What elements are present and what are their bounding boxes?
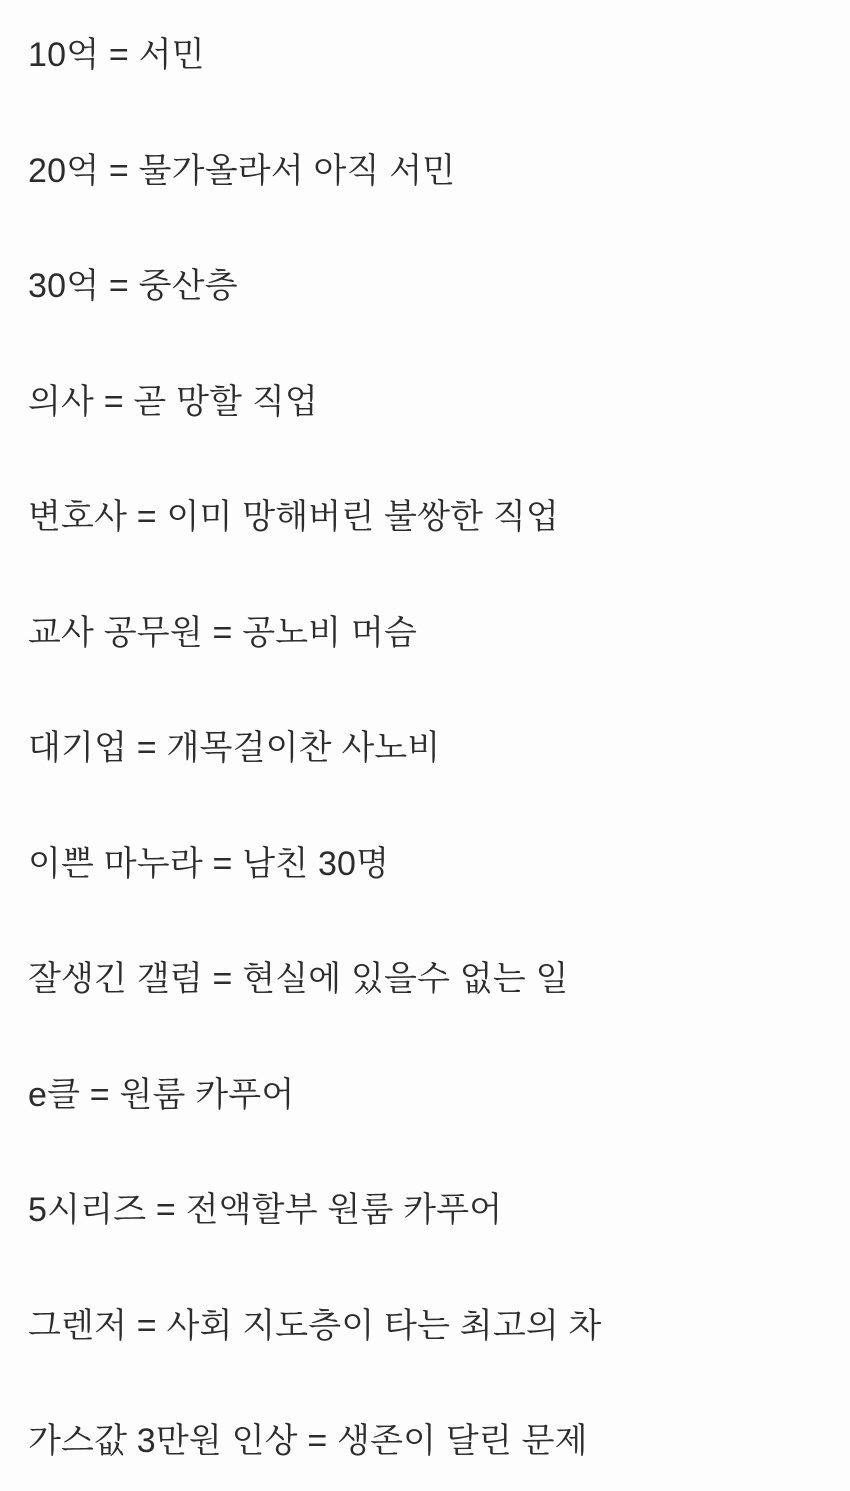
list-item: 30억 = 중산층: [28, 267, 238, 305]
list-item: 교사 공무원 = 공노비 머슴: [28, 613, 418, 652]
list-item: 대기업 = 개목걸이찬 사노비: [28, 729, 441, 767]
list-item: 5시리즈 = 전액할부 원룸 카푸어: [28, 1191, 503, 1229]
list-item: 잘생긴 갤럼 = 현실에 있을수 없는 일: [28, 960, 569, 998]
list-item: 이쁜 마누라 = 남친 30명: [28, 844, 390, 883]
list-item: 가스값 3만원 인상 = 생존이 달린 문제: [28, 1422, 588, 1460]
list-item: 의사 = 곧 망할 직업: [28, 382, 318, 421]
list-item: 변호사 = 이미 망해버린 불쌍한 직업: [28, 498, 559, 536]
list-item: 10억 = 서민: [28, 36, 205, 74]
list-item: 20억 = 물가올라서 아직 서민: [28, 151, 456, 190]
list-item: e클 = 원룸 카푸어: [28, 1075, 295, 1114]
list-item: 그렌저 = 사회 지도층이 타는 최고의 차: [28, 1306, 602, 1345]
